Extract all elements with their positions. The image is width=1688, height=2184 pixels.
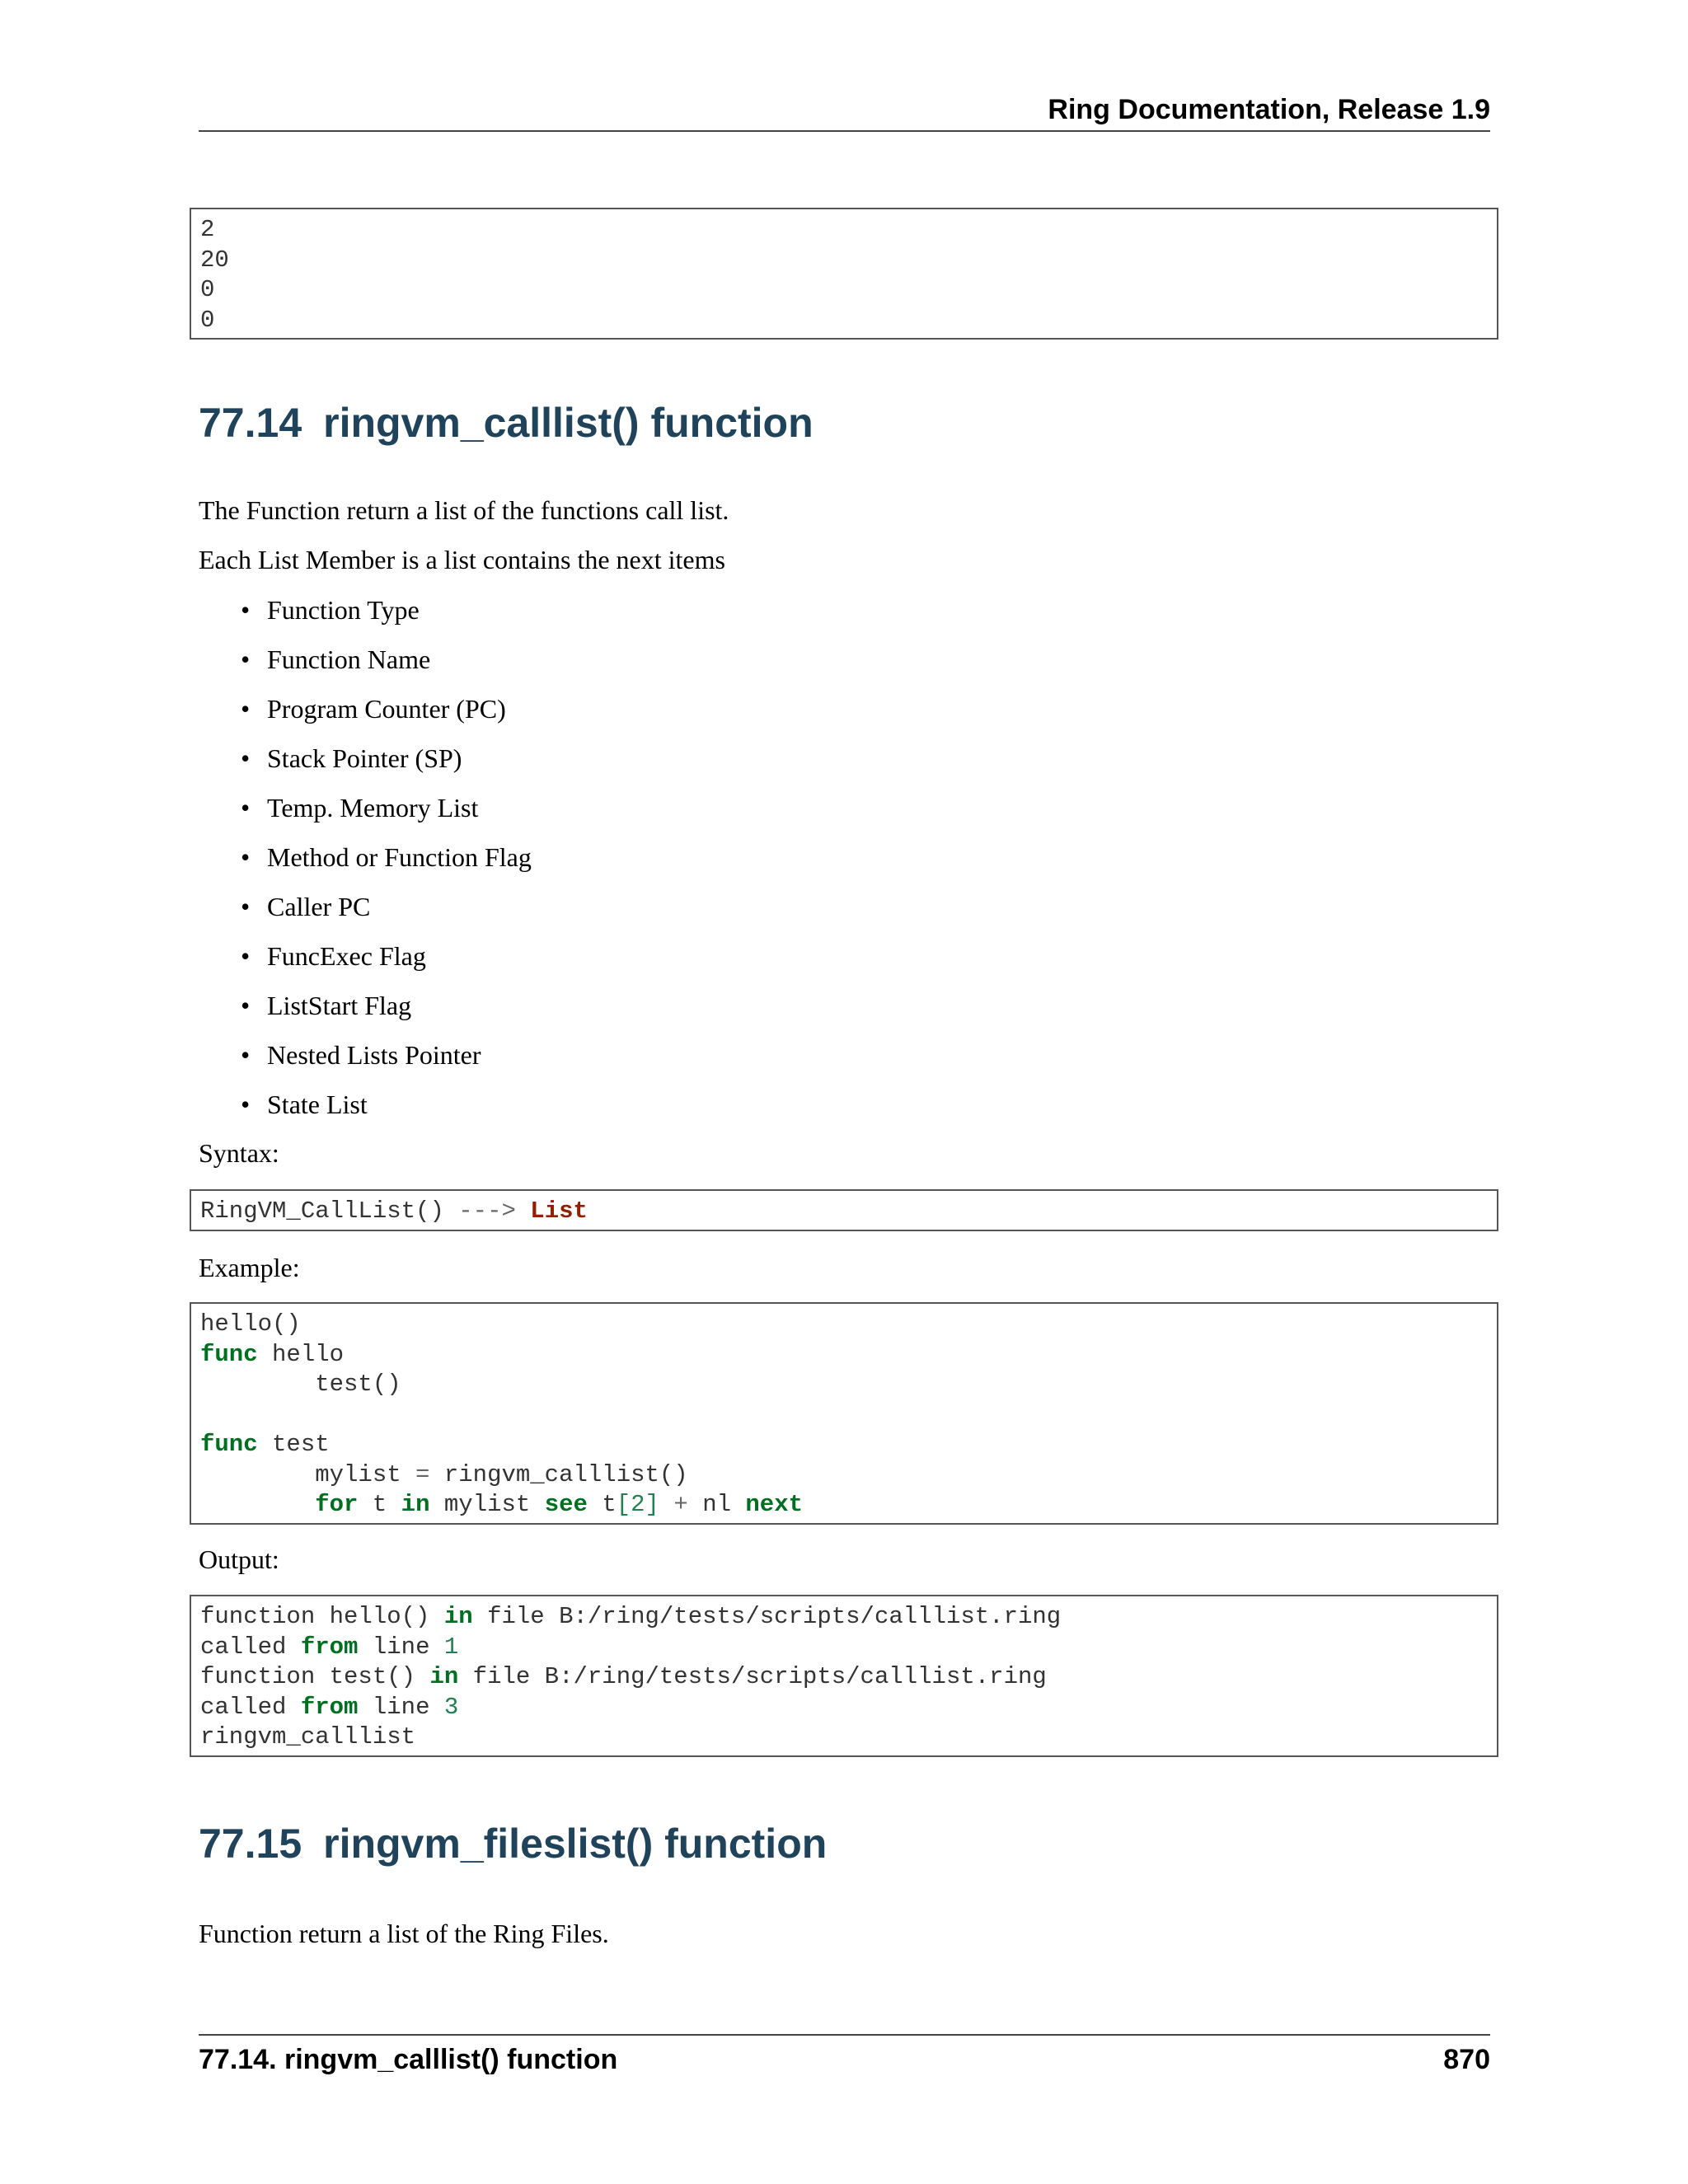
list-item-label: State List bbox=[267, 1090, 368, 1119]
code-text: called bbox=[200, 1693, 301, 1721]
section-heading-77-14 bbox=[199, 399, 814, 447]
code-line: test() bbox=[200, 1371, 401, 1398]
code-text: mylist bbox=[200, 1460, 416, 1488]
page-header bbox=[199, 89, 1490, 132]
intro-paragraph: The Function return a list of the functions call list. bbox=[199, 495, 729, 525]
code-keyword: in bbox=[443, 1603, 473, 1630]
code-line bbox=[200, 1602, 1489, 1633]
code-line bbox=[200, 1693, 1489, 1723]
syntax-label: Syntax: bbox=[199, 1138, 279, 1168]
list-item-label: Program Counter (PC) bbox=[267, 694, 506, 724]
item-list bbox=[199, 593, 532, 1137]
code-line bbox=[200, 1633, 1489, 1663]
footer-section-title: 77.14. ringvm_calllist() function bbox=[199, 2044, 618, 2075]
code-keyword: see bbox=[544, 1491, 588, 1518]
page-number: 870 bbox=[1443, 2044, 1490, 2075]
code-keyword: from bbox=[300, 1633, 359, 1661]
code-operator: = bbox=[415, 1460, 430, 1488]
list-item-label: Stack Pointer (SP) bbox=[267, 743, 462, 773]
list-item-label: Function Type bbox=[267, 595, 420, 625]
output-code-block bbox=[190, 1595, 1498, 1757]
bullet-icon: • bbox=[241, 1040, 251, 1070]
code-text: nl bbox=[702, 1491, 746, 1518]
list-item bbox=[199, 1088, 532, 1137]
section-heading-77-15 bbox=[199, 1820, 827, 1868]
syntax-code-block bbox=[190, 1189, 1498, 1231]
code-line: 0 bbox=[200, 276, 215, 303]
section-number: 77.15 bbox=[199, 1821, 302, 1867]
list-item bbox=[199, 890, 532, 940]
code-line bbox=[200, 1490, 1489, 1521]
list-item-label: FuncExec Flag bbox=[267, 941, 426, 971]
code-operator: + bbox=[659, 1491, 703, 1518]
code-text: hello bbox=[257, 1340, 345, 1368]
code-line bbox=[200, 1662, 1489, 1693]
header-title: Ring Documentation, Release 1.9 bbox=[1048, 94, 1490, 125]
section-number: 77.14 bbox=[199, 400, 302, 446]
code-keyword: in bbox=[401, 1491, 430, 1518]
code-text: t bbox=[358, 1491, 401, 1518]
section-paragraph: Function return a list of the Ring Files. bbox=[199, 1919, 609, 1948]
code-text: file B:/ring/tests/scripts/calllist.ring bbox=[472, 1603, 1062, 1630]
code-keyword: in bbox=[429, 1663, 459, 1690]
list-item bbox=[199, 692, 532, 742]
code-text: function test() bbox=[200, 1663, 430, 1690]
code-text: test bbox=[257, 1431, 330, 1458]
list-item bbox=[199, 940, 532, 989]
code-line: 20 bbox=[200, 246, 229, 274]
code-keyword: from bbox=[300, 1693, 359, 1721]
code-text: called bbox=[200, 1633, 301, 1661]
top-output-block bbox=[190, 208, 1498, 340]
bullet-icon: • bbox=[241, 595, 251, 625]
code-line: 2 bbox=[200, 216, 215, 243]
bullet-icon: • bbox=[241, 842, 251, 872]
list-item-label: Temp. Memory List bbox=[267, 793, 479, 823]
code-number: 1 bbox=[443, 1633, 459, 1661]
code-line: 0 bbox=[200, 306, 215, 334]
code-text: line bbox=[358, 1693, 444, 1721]
code-text: ringvm_calllist() bbox=[429, 1460, 688, 1488]
list-item-label: Method or Function Flag bbox=[267, 842, 532, 872]
code-line-blank bbox=[200, 1400, 1489, 1431]
bullet-icon: • bbox=[241, 694, 251, 724]
bullet-icon: • bbox=[241, 941, 251, 971]
intro-paragraph-2: Each List Member is a list contains the next items bbox=[199, 545, 725, 574]
code-text: function hello() bbox=[200, 1603, 444, 1630]
code-keyword: for bbox=[315, 1491, 359, 1518]
code-text: file B:/ring/tests/scripts/calllist.ring bbox=[458, 1663, 1047, 1690]
bullet-icon: • bbox=[241, 892, 251, 921]
code-line: ringvm_calllist bbox=[200, 1723, 416, 1750]
list-item bbox=[199, 742, 532, 791]
bullet-icon: • bbox=[241, 644, 251, 674]
bullet-icon: • bbox=[241, 1090, 251, 1119]
example-label: Example: bbox=[199, 1253, 300, 1282]
code-line bbox=[200, 1460, 1489, 1491]
code-text: t bbox=[587, 1491, 617, 1518]
code-number: [2] bbox=[616, 1491, 659, 1518]
list-item-label: Function Name bbox=[267, 644, 431, 674]
code-text: mylist bbox=[429, 1491, 545, 1518]
list-item bbox=[199, 841, 532, 890]
output-label: Output: bbox=[199, 1544, 279, 1574]
section-title: ringvm_fileslist() function bbox=[323, 1821, 828, 1867]
list-item bbox=[199, 593, 532, 643]
section-title: ringvm_calllist() function bbox=[323, 400, 814, 446]
bullet-icon: • bbox=[241, 793, 251, 823]
list-item-label: ListStart Flag bbox=[267, 991, 412, 1020]
bullet-icon: • bbox=[241, 991, 251, 1020]
code-type: List bbox=[530, 1197, 588, 1225]
code-line: hello() bbox=[200, 1310, 301, 1338]
list-item bbox=[199, 989, 532, 1038]
code-number: 3 bbox=[443, 1693, 459, 1721]
list-item-label: Caller PC bbox=[267, 892, 371, 921]
list-item bbox=[199, 791, 532, 841]
code-operator: ---> bbox=[458, 1197, 516, 1225]
code-text bbox=[200, 1491, 315, 1518]
code-line bbox=[200, 1340, 1489, 1371]
code-keyword: func bbox=[200, 1431, 258, 1458]
code-text: line bbox=[358, 1633, 444, 1661]
list-item-label: Nested Lists Pointer bbox=[267, 1040, 481, 1070]
code-text: RingVM_CallList() bbox=[200, 1197, 444, 1225]
example-code-block bbox=[190, 1302, 1498, 1525]
code-keyword: func bbox=[200, 1340, 258, 1368]
bullet-icon: • bbox=[241, 743, 251, 773]
page-footer bbox=[199, 2034, 1490, 2085]
code-line bbox=[200, 1430, 1489, 1460]
list-item bbox=[199, 643, 532, 692]
list-item bbox=[199, 1038, 532, 1088]
code-line bbox=[200, 1197, 1489, 1227]
code-keyword: next bbox=[745, 1491, 804, 1518]
